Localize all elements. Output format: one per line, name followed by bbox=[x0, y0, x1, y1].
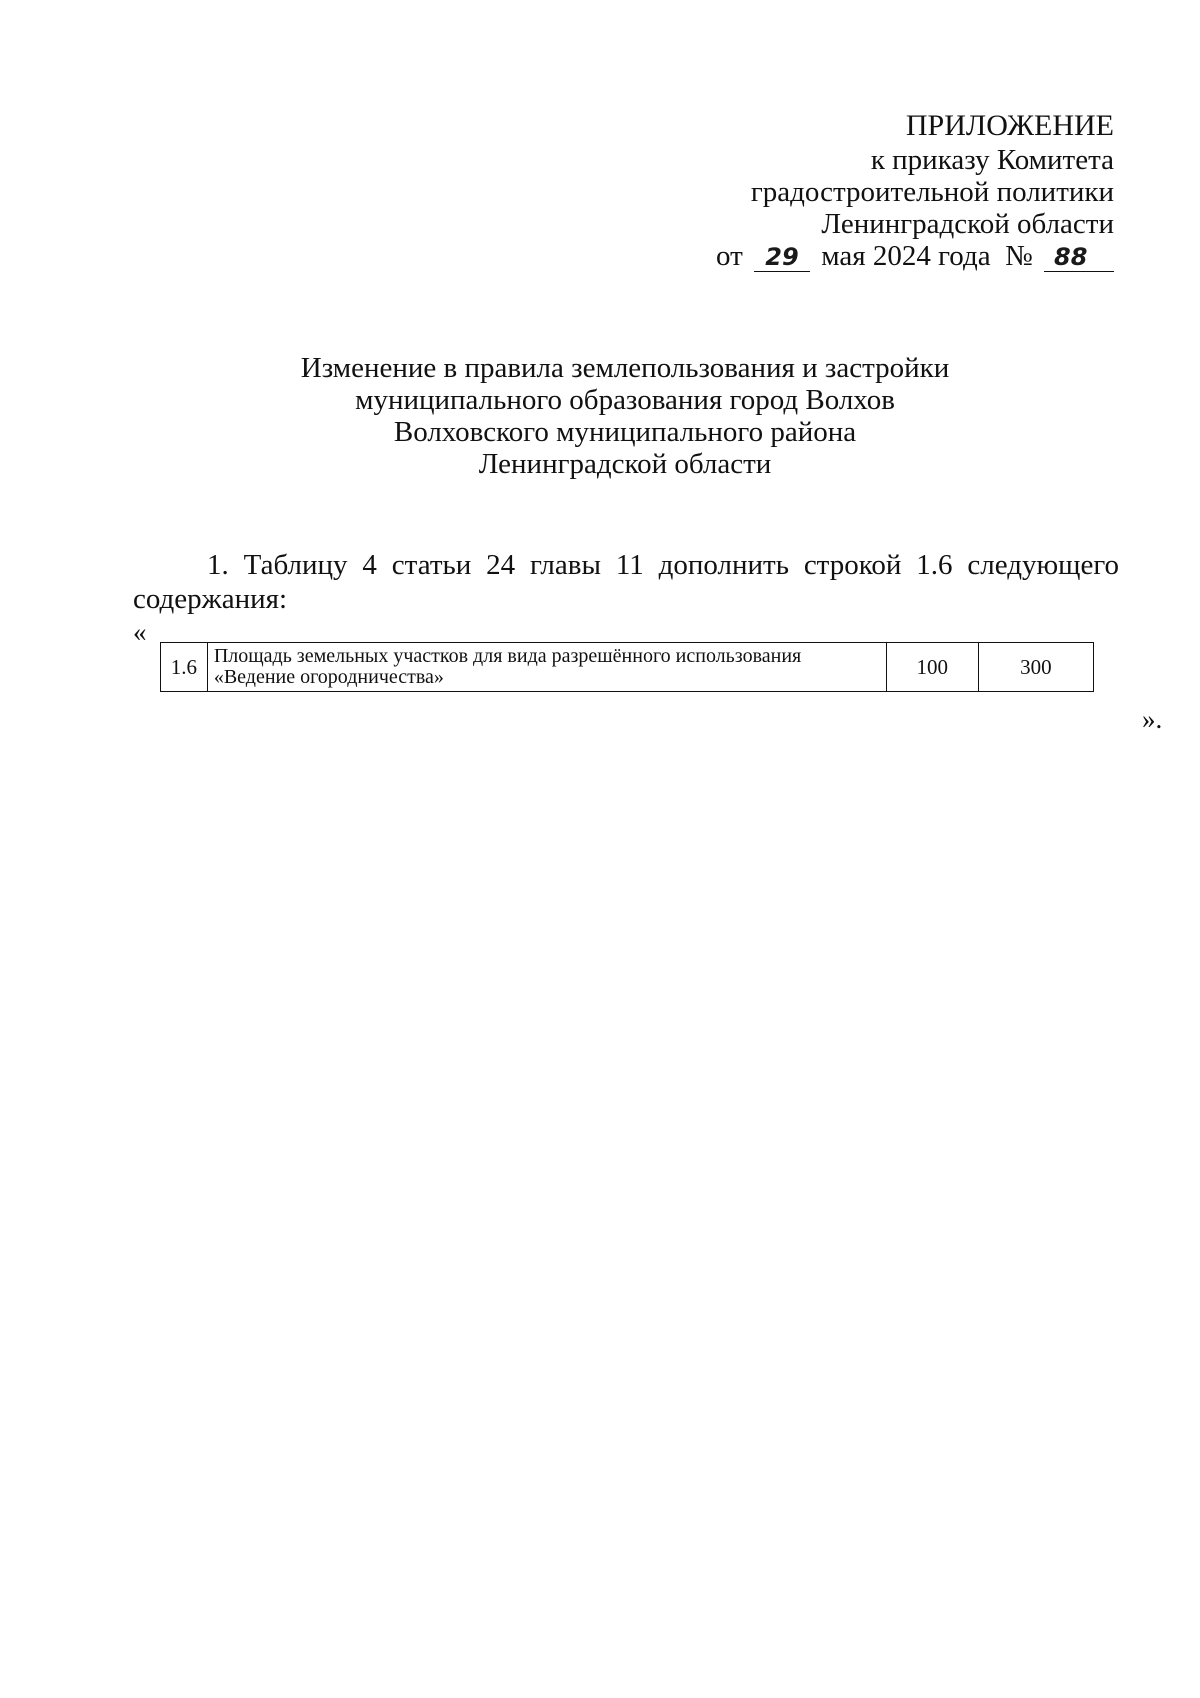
row-number: 1.6 bbox=[161, 643, 208, 692]
opening-quote: « bbox=[133, 617, 147, 647]
appendix-line-committee: градостроительной политики bbox=[750, 176, 1114, 208]
handwritten-day: 29 bbox=[754, 243, 810, 272]
handwritten-number: 88 bbox=[1044, 243, 1114, 272]
table-row bbox=[161, 643, 1094, 692]
heading-line-1: Изменение в правила землепользования и застройки bbox=[300, 352, 950, 384]
appendix-header bbox=[716, 110, 1114, 272]
description-line-2: «Ведение огородничества» bbox=[213, 666, 444, 688]
heading-line-2: муниципального образования город Волхов bbox=[355, 384, 895, 416]
body-paragraph bbox=[133, 548, 1119, 616]
paragraph-line-2: содержания: bbox=[133, 583, 288, 615]
row-min-value: 100 bbox=[886, 643, 978, 692]
appendix-line-region: Ленинградской области bbox=[821, 208, 1114, 240]
closing-quote: ». bbox=[1142, 704, 1163, 734]
document-heading bbox=[0, 352, 1200, 480]
month-year: мая 2024 года bbox=[821, 240, 991, 272]
amendment-table bbox=[160, 642, 1094, 692]
heading-line-4: Ленинградской области bbox=[478, 448, 772, 480]
date-prefix: от bbox=[715, 240, 743, 272]
description-line-1: Площадь земельных участков для вида разрешённого использования bbox=[213, 645, 802, 667]
appendix-line-order: к приказу Комитета bbox=[870, 144, 1114, 176]
paragraph-line-1: 1. Таблицу 4 статьи 24 главы 11 дополнить строкой 1.6 следующего bbox=[207, 549, 1119, 581]
row-description bbox=[207, 643, 886, 692]
appendix-title: ПРИЛОЖЕНИЕ bbox=[905, 109, 1114, 142]
number-sign: № bbox=[1005, 240, 1033, 272]
row-max-value: 300 bbox=[978, 643, 1093, 692]
appendix-date-line bbox=[716, 240, 1114, 272]
heading-line-3: Волховского муниципального района bbox=[393, 416, 857, 448]
